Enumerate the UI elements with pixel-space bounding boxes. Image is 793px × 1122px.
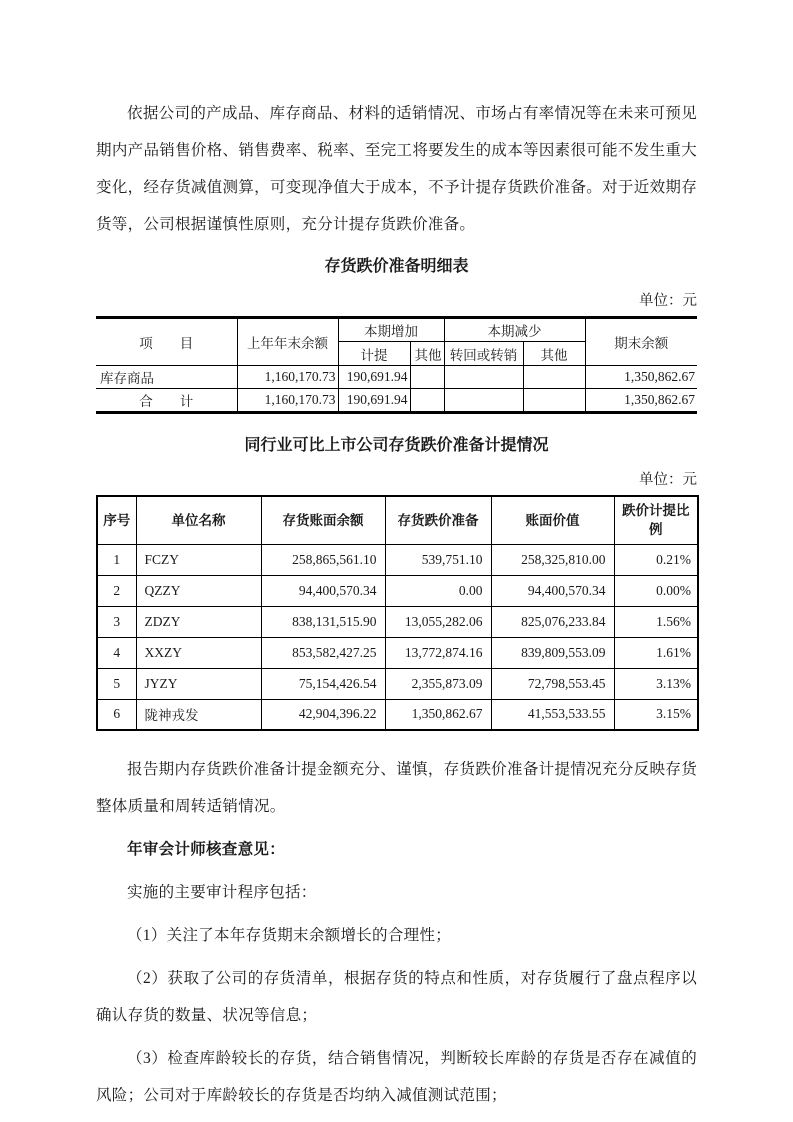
table-row [97, 637, 698, 668]
cell-reverse [444, 389, 523, 413]
header-book-value: 账面价值 [491, 496, 614, 544]
procedures-intro: 实施的主要审计程序包括： [127, 884, 317, 901]
header-ratio: 跌价计提比例 [614, 496, 698, 544]
table-row [97, 544, 698, 575]
cell-increase-other [410, 366, 444, 389]
cell-book-value: 72,798,553.45 [491, 668, 614, 699]
cell-depreciation-reserve: 2,355,873.09 [385, 668, 491, 699]
cell-ratio: 3.13% [614, 668, 698, 699]
table-row [97, 575, 698, 606]
header-item: 项 目 [96, 318, 237, 366]
cell-inventory-balance: 94,400,570.34 [261, 575, 385, 606]
header-decrease-group: 本期减少 [444, 318, 585, 342]
cell-book-value: 825,076,233.84 [491, 606, 614, 637]
cell-end-balance: 1,350,862.67 [585, 389, 697, 413]
cell-depreciation-reserve: 13,772,874.16 [385, 637, 491, 668]
cell-end-balance: 1,350,862.67 [585, 366, 697, 389]
table-row-inventory-goods [96, 366, 697, 389]
cell-ratio: 1.61% [614, 637, 698, 668]
header-decrease-reverse: 转回或转销 [444, 342, 523, 366]
header-increase-other: 其他 [410, 342, 444, 366]
cell-item: 库存商品 [96, 366, 237, 389]
inventory-depreciation-detail-table [96, 316, 697, 414]
cell-depreciation-reserve: 0.00 [385, 575, 491, 606]
cell-ratio: 0.00% [614, 575, 698, 606]
header-company: 单位名称 [136, 496, 261, 544]
cell-ratio: 3.15% [614, 699, 698, 730]
cell-book-value: 41,553,533.55 [491, 699, 614, 730]
cell-inventory-balance: 42,904,396.22 [261, 699, 385, 730]
cell-ratio: 0.21% [614, 544, 698, 575]
cell-index: 4 [97, 637, 136, 668]
cell-prev-balance: 1,160,170.73 [237, 389, 338, 413]
cell-book-value: 258,325,810.00 [491, 544, 614, 575]
header-increase-accrual: 计提 [338, 342, 410, 366]
cell-book-value: 94,400,570.34 [491, 575, 614, 606]
table1-title: 存货跌价准备明细表 [324, 258, 469, 275]
cell-company: QZZY [136, 575, 261, 606]
table2-unit-label: 单位：元 [639, 472, 697, 488]
cell-inventory-balance: 853,582,427.25 [261, 637, 385, 668]
header-prev-year-end: 上年年末余额 [237, 318, 338, 366]
cell-decrease-other [523, 366, 585, 389]
comparable-companies-table [96, 495, 699, 731]
cell-company: JYZY [136, 668, 261, 699]
cell-inventory-balance: 258,865,561.10 [261, 544, 385, 575]
cell-index: 3 [97, 606, 136, 637]
intro-paragraph: 依据公司的产成品、库存商品、材料的适销情况、市场占有率情况等在未来可预见期内产品销售价格、销售费率、税率、至完工将要发生的成本等因素很可能不发生重大变化，经存货减值测算，可变现净值大于成本，不予计提存货跌价准备。对于近效期存货等，公司根据谨慎性原则，充分计提存货跌价准备。 [96, 105, 697, 233]
cell-ratio: 1.56% [614, 606, 698, 637]
cell-accrual: 190,691.94 [338, 366, 410, 389]
cell-company: 陇神戎发 [136, 699, 261, 730]
cell-inventory-balance: 838,131,515.90 [261, 606, 385, 637]
table2-title: 同行业可比上市公司存货跌价准备计提情况 [244, 437, 549, 454]
procedure-item-2: （2）获取了公司的存货清单，根据存货的特点和性质，对存货履行了盘点程序以确认存货的数量、状况等信息； [96, 970, 697, 1024]
table-row [97, 699, 698, 730]
auditor-opinion-heading: 年审会计师核查意见： [127, 841, 286, 858]
cell-increase-other [410, 389, 444, 413]
header-period-end: 期末余额 [585, 318, 697, 366]
procedure-item-1: （1）关注了本年存货期末余额增长的合理性； [127, 927, 452, 944]
cell-company: FCZY [136, 544, 261, 575]
cell-index: 1 [97, 544, 136, 575]
cell-depreciation-reserve: 13,055,282.06 [385, 606, 491, 637]
cell-company: ZDZY [136, 606, 261, 637]
cell-item: 合 计 [96, 389, 237, 413]
header-decrease-other: 其他 [523, 342, 585, 366]
header-increase-group: 本期增加 [338, 318, 444, 342]
cell-prev-balance: 1,160,170.73 [237, 366, 338, 389]
cell-company: XXZY [136, 637, 261, 668]
procedure-item-3: （3）检查库龄较长的存货，结合销售情况，判断较长库龄的存货是否存在减值的风险；公司对于库龄较长的存货是否均纳入减值测试范围； [96, 1050, 697, 1104]
conclusion-paragraph: 报告期内存货跌价准备计提金额充分、谨慎，存货跌价准备计提情况充分反映存货整体质量和周转适销情况。 [96, 761, 697, 815]
table-row-total [96, 389, 697, 413]
cell-book-value: 839,809,553.09 [491, 637, 614, 668]
cell-inventory-balance: 75,154,426.54 [261, 668, 385, 699]
cell-depreciation-reserve: 1,350,862.67 [385, 699, 491, 730]
cell-index: 2 [97, 575, 136, 606]
table-row [97, 606, 698, 637]
header-inventory-balance: 存货账面余额 [261, 496, 385, 544]
header-index: 序号 [97, 496, 136, 544]
cell-reverse [444, 366, 523, 389]
cell-index: 6 [97, 699, 136, 730]
table1-unit-label: 单位：元 [639, 293, 697, 309]
header-depreciation-reserve: 存货跌价准备 [385, 496, 491, 544]
cell-index: 5 [97, 668, 136, 699]
cell-depreciation-reserve: 539,751.10 [385, 544, 491, 575]
cell-decrease-other [523, 389, 585, 413]
table-row [97, 668, 698, 699]
cell-accrual: 190,691.94 [338, 389, 410, 413]
